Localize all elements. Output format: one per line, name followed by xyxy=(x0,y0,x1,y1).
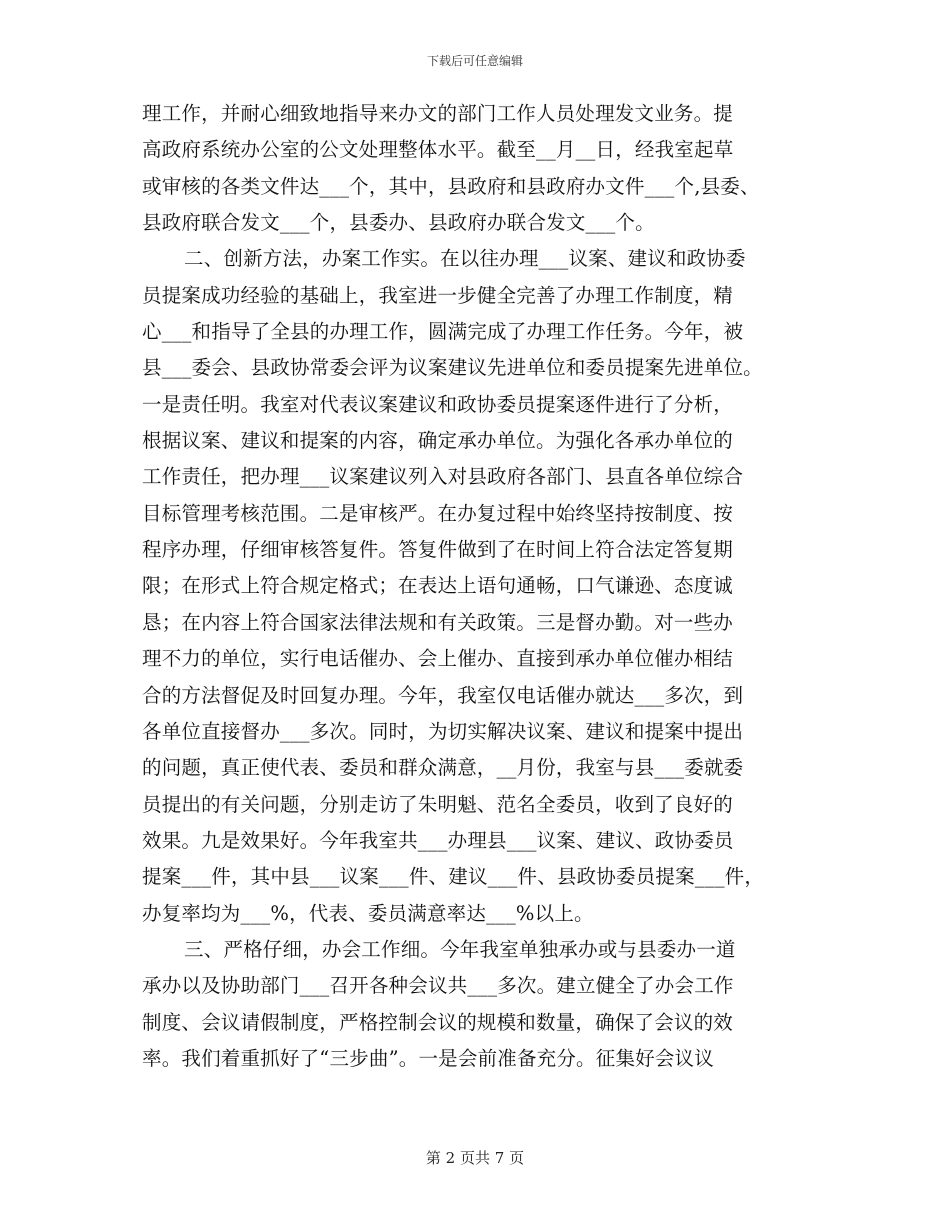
text-line: 一是责任明。我室对代表议案建议和政协委员提案逐件进行了分析， xyxy=(142,392,734,416)
text-line: 根据议案、建议和提案的内容，确定承办单位。为强化各承办单位的 xyxy=(142,429,734,453)
text-line: 理不力的单位，实行电话催办、会上催办、直接到承办单位催办相结 xyxy=(142,647,734,671)
text-line: 心___和指导了全县的办理工作，圆满完成了办理工作任务。今年，被 xyxy=(142,320,744,344)
text-line: 理工作，并耐心细致地指导来办文的部门工作人员处理发文业务。提 xyxy=(142,102,734,125)
text-line: 各单位直接督办___多次。同时，为切实解决议案、建议和提案中提出 xyxy=(142,719,744,743)
text-line: 或审核的各类文件达___个，其中，县政府和县政府办文件___个,县委、 xyxy=(142,174,760,198)
text-line: 制度、会议请假制度，严格控制会议的规模和数量，确保了会议的效 xyxy=(142,1010,734,1034)
text-line: 恳；在内容上符合国家法律法规和有关政策。三是督办勤。对一些办 xyxy=(142,610,734,634)
page-number-footer: 第 2 页共 7 页 xyxy=(425,1149,525,1167)
document-body xyxy=(142,96,812,1077)
text-line: 目标管理考核范围。二是审核严。在办复过程中始终坚持按制度、按 xyxy=(142,501,734,525)
text-line: 提案___件，其中县___议案___件、建议___件、县政协委员提案___件， xyxy=(142,865,765,889)
text-line: 效果。九是效果好。今年我室共___办理县___议案、建议、政协委员 xyxy=(142,828,734,852)
text-line: 承办以及协助部门___召开各种会议共___多次。建立健全了办会工作 xyxy=(142,974,734,998)
text-line: 员提出的有关问题，分别走访了朱明魁、范名全委员，收到了良好的 xyxy=(142,792,734,816)
text-line: 率。我们着重抓好了“三步曲”。一是会前准备充分。征集好会议议 xyxy=(142,1046,714,1070)
text-line: 合的方法督促及时回复办理。今年，我室仅电话催办就达___多次，到 xyxy=(142,683,744,707)
text-line: 高政府系统办公室的公文处理整体水平。截至__月__日，经我室起草 xyxy=(142,138,734,162)
text-line: 三、严格仔细，办会工作细。今年我室单独承办或与县委办一道 xyxy=(184,937,736,961)
text-line: 工作责任，把办理___议案建议列入对县政府各部门、县直各单位综合 xyxy=(142,465,744,489)
text-line: 限；在形式上符合规定格式；在表达上语句通畅，口气谦逊、态度诚 xyxy=(142,574,734,598)
page-header: 下载后可任意编辑 xyxy=(426,54,523,68)
text-line: 县___委会、县政协常委会评为议案建议先进单位和委员提案先进单位。 xyxy=(142,356,763,380)
text-line: 的问题，真正使代表、委员和群众满意，__月份，我室与县___委就委 xyxy=(142,756,744,780)
text-line: 县政府联合发文___个，县委办、县政府办联合发文___个。 xyxy=(142,211,655,235)
text-line: 员提案成功经验的基础上，我室进一步健全完善了办理工作制度，精 xyxy=(142,283,734,307)
text-line: 二、创新方法，办案工作实。在以往办理___议案、建议和政协委 xyxy=(184,247,746,271)
text-line: 办复率均为___%，代表、委员满意率达___%以上。 xyxy=(142,901,594,925)
text-line: 程序办理，仔细审核答复件。答复件做到了在时间上符合法定答复期 xyxy=(142,538,734,562)
